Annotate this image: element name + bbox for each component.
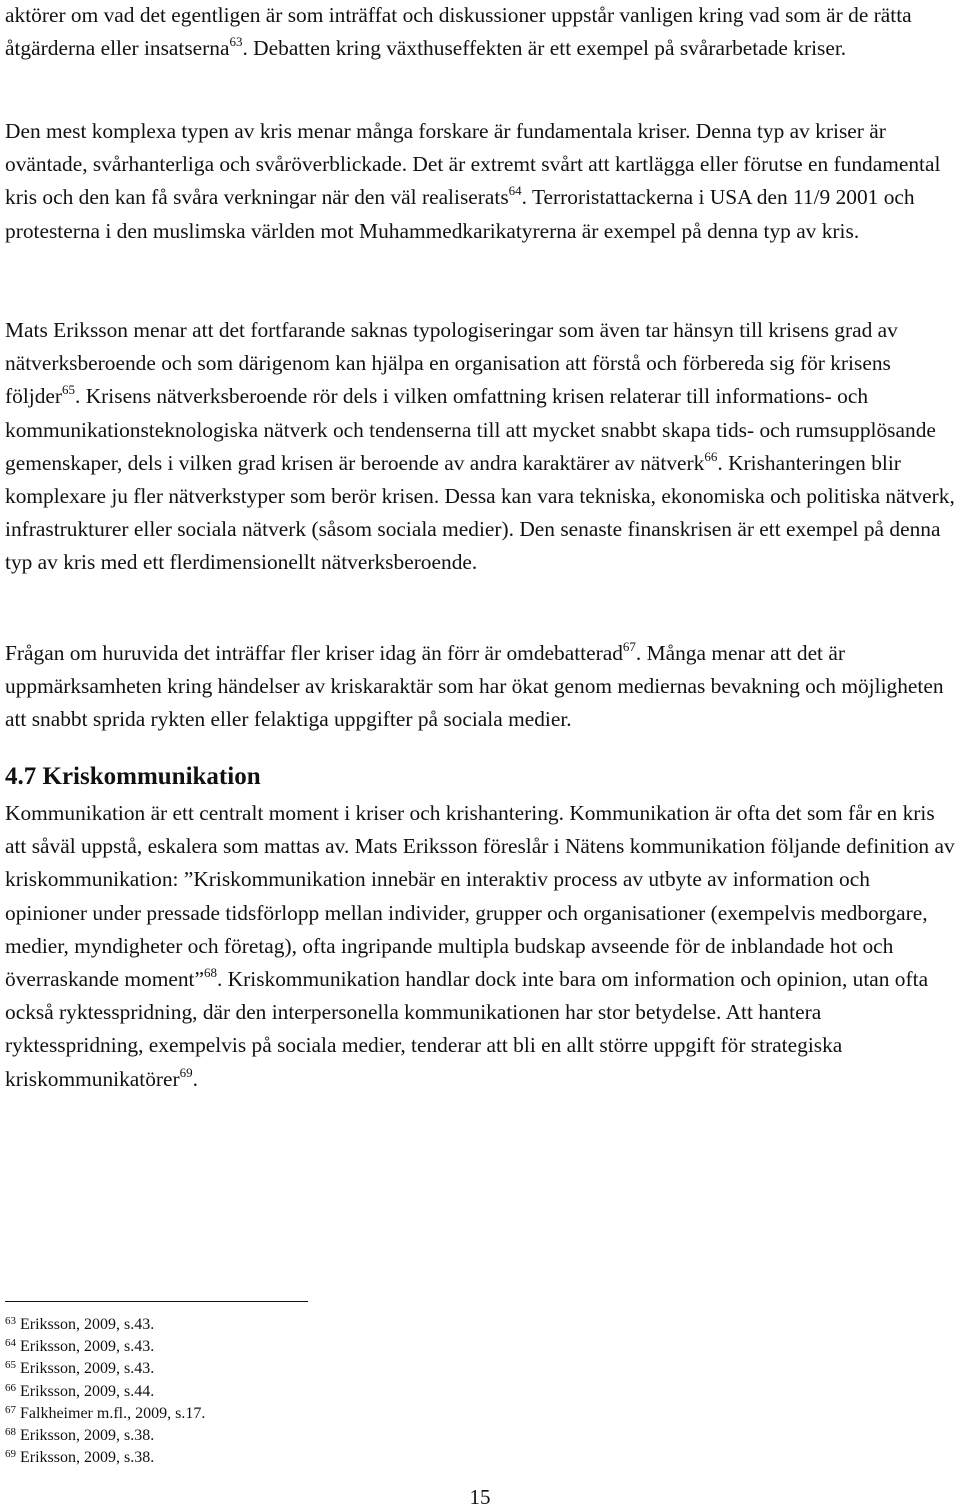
body-paragraph — [5, 797, 955, 1096]
text-run: Kommunikation är ett centralt moment i kriser och krishantering. Kommunikation är ofta det som får en kris att såväl uppstå, eskalera som mattas av. Mats Eriksson föreslår i Nätens kommunikation följande definition av kriskommunikation: ”Kriskommunikation innebär en interaktiv process av utbyte av information och opinioner under pressade tidsförlopp mellan individer, grupper och organisationer (exempelvis medborgare, medier, myndigheter och företag), ofta ingripande multipla budskap avseende för de inblandade hot och överraskande moment” — [5, 801, 955, 992]
page-number: 15 — [469, 1485, 491, 1509]
footnote — [5, 1314, 205, 1336]
text-run: aktörer om vad det egentligen är som inträffat och diskussioner uppstår vanligen kring vad som är de rätta åtgärderna eller insatserna — [5, 3, 912, 61]
footnote-text: Eriksson, 2009, s.38. — [20, 1449, 155, 1467]
body-paragraph — [5, 0, 955, 65]
body-paragraph — [5, 115, 955, 248]
footnote — [5, 1381, 205, 1403]
footnote-number: 69 — [5, 1448, 16, 1461]
footnote-number: 63 — [5, 1315, 16, 1327]
footnote — [5, 1336, 205, 1358]
footnote-separator — [5, 1301, 308, 1302]
footnote — [5, 1403, 205, 1425]
footnote — [5, 1425, 205, 1447]
footnote-list — [5, 1314, 205, 1469]
footnote-ref: 66 — [704, 448, 718, 464]
section-heading: 4.7 Kriskommunikation — [5, 763, 261, 790]
footnote-ref: 64 — [508, 183, 522, 199]
footnote-text: Falkheimer m.fl., 2009, s.17. — [20, 1404, 206, 1422]
footnote-ref: 68 — [203, 965, 217, 981]
text-run: . — [192, 1066, 199, 1091]
footnote-number: 64 — [5, 1337, 16, 1350]
text-run: Den mest komplexa typen av kris menar många forskare är fundamentala kriser. Denna typ av kriser är oväntade, svårhanterliga och svåröverblickade. Det är extremt svårt att kartlägga eller förutse en fundamental kris och den kan få svåra verkningar när den väl realiserats — [5, 119, 941, 210]
footnote-ref: 65 — [62, 382, 76, 398]
footnote-number: 65 — [5, 1359, 16, 1372]
footnote — [5, 1358, 205, 1380]
body-paragraph — [5, 637, 955, 737]
footnote-ref: 63 — [229, 34, 243, 50]
footnote-text: Eriksson, 2009, s.43. — [20, 1360, 155, 1378]
text-run: . Kriskommunikation handlar dock inte bara om information och opinion, utan ofta också ryktesspridning, där den interpersonella kommunikationen har stor betydelse. Att hantera ryktesspridning, exempelvis på sociala medier, tenderar att bli en allt större uppgift för strategiska kriskommunikatörer — [5, 967, 929, 1091]
body-paragraph — [5, 314, 955, 580]
footnote-ref: 67 — [622, 639, 636, 654]
footnote-text: Eriksson, 2009, s.38. — [20, 1427, 155, 1445]
footnote-number: 67 — [5, 1403, 16, 1416]
text-run: . Krisens nätverksberoende rör dels i vilken omfattning krisen relaterar till informations- och kommunikationsteknologiska nätverk och tendenserna till att mycket snabbt skapa tids- och rumsupplösande gemenskaper, dels i vilken grad krisen är beroende av andra karaktärer av nätverk — [5, 384, 936, 475]
footnote — [5, 1447, 205, 1469]
text-run: . Krishanteringen blir komplexare ju fler nätverkstyper som berör krisen. Dessa kan vara tekniska, ekonomiska och politiska nätverk, infrastrukturer eller sociala nätverk (såsom sociala medier). Den senaste finanskrisen är ett exempel på denna typ av kris med ett flerdimensionellt nätverksberoende. — [5, 450, 955, 575]
footnote-text: Eriksson, 2009, s.43. — [20, 1316, 155, 1333]
text-run: . Debatten kring växthuseffekten är ett exempel på svårarbetade kriser. — [242, 36, 847, 61]
text-run: . Terroristattackerna i USA den 11/9 2001 och protesterna i den muslimska världen mot Muhammedkarikatyrerna är exempel på denna typ av kris. — [5, 185, 915, 243]
text-run: . Många menar att det är uppmärksamheten kring händelser av kriskaraktär som har ökat genom mediernas bevakning och möjligheten att snabbt sprida rykten eller felaktiga uppgifter på sociala medier. — [5, 641, 944, 732]
footnote-number: 66 — [5, 1381, 16, 1394]
footnote-ref: 69 — [179, 1064, 193, 1080]
footnote-text: Eriksson, 2009, s.43. — [20, 1338, 155, 1356]
footnote-text: Eriksson, 2009, s.44. — [20, 1382, 155, 1400]
text-run: Frågan om huruvida det inträffar fler kriser idag än förr är omdebatterad — [5, 641, 623, 665]
text-run: Mats Eriksson menar att det fortfarande saknas typologiseringar som även tar hänsyn till krisens grad av nätverksberoende och som därigenom kan hjälpa en organisation att förstå och förbereda sig för krisens följder — [5, 318, 898, 409]
footnote-number: 68 — [5, 1426, 16, 1439]
